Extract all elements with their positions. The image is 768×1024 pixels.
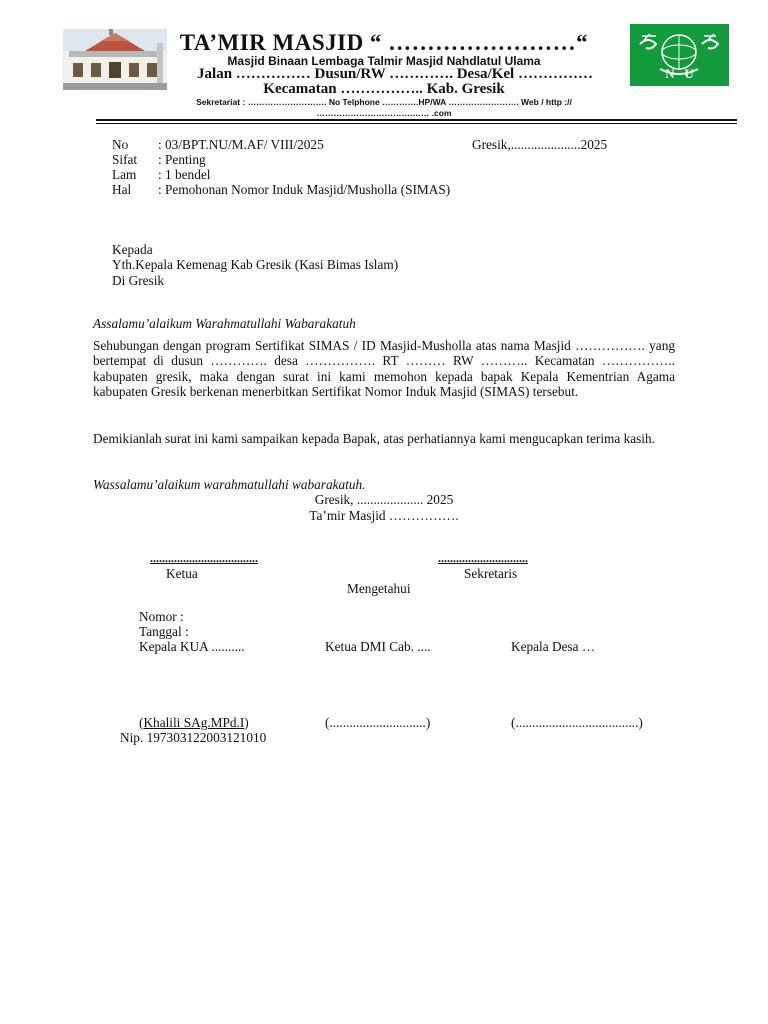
letterhead-email-line: …………………………….…… .com bbox=[316, 108, 452, 118]
recipient-name: Yth.Kepala Kemenag Kab Gresik (Kasi Bimas Islam) bbox=[112, 257, 399, 272]
meta-value: : Penting bbox=[158, 152, 206, 167]
nu-logo-letters: N U bbox=[665, 66, 694, 81]
body-paragraph-1: Sehubungan dengan program Sertifikat SIMAS / ID Masjid-Musholla atas nama Masjid ……………. yang bertempat di dusun …………. desa ……………. RT ……… RW ……….. Kecamatan …………….. kabupaten gresik, maka dengan surat ini kami memohon kepada bapak Kepala Kementrian Agama kabupaten Gresik berkenan menerbitkan Sertifikat Nomor Induk Masjid (SIMAS) tersebut. bbox=[93, 338, 675, 399]
sign-organization: Ta’mir Masjid ……………. bbox=[309, 508, 459, 523]
sign-place-date: Gresik, .................... 2025 bbox=[314, 492, 454, 507]
letterhead-address-line2: Kecamatan …………….. Kab. Gresik bbox=[263, 81, 505, 97]
kua-name: Khalili SAg.MPd.I bbox=[143, 715, 245, 730]
ketua-label: Ketua bbox=[166, 566, 198, 581]
kua-official-name bbox=[139, 715, 249, 730]
meta-label: No bbox=[112, 137, 129, 152]
meta-value: : 1 bendel bbox=[158, 167, 211, 182]
mengetahui-label: Mengetahui bbox=[347, 581, 411, 596]
ketua-signature-line: .................................... bbox=[150, 551, 258, 565]
sekretaris-signature-line: .............................. bbox=[438, 551, 528, 565]
kepala-kua-label: Kepala KUA .......... bbox=[139, 639, 245, 654]
letterhead-rule-thin bbox=[96, 123, 737, 124]
desa-official-name: (.....................................) bbox=[511, 715, 643, 730]
body-paragraph-2: Demikianlah surat ini kami sampaikan kepada Bapak, atas perhatiannya kami mengucapkan terima kasih. bbox=[93, 431, 655, 446]
approval-nomor: Nomor : bbox=[139, 609, 184, 624]
kua-nip: Nip. 197303122003121010 bbox=[120, 730, 267, 745]
meta-value: : Pemohonan Nomor Induk Masjid/Musholla (SIMAS) bbox=[158, 182, 451, 197]
meta-row-hal bbox=[112, 182, 450, 198]
meta-row-sifat bbox=[112, 152, 206, 168]
place-date-top: Gresik,.....................2025 bbox=[472, 137, 608, 152]
letterhead-contact-line: Sekretariat : ………………………. No Telphone ………….HP/WA ……………………. Web / http :// bbox=[196, 97, 572, 107]
meta-value: : 03/BPT.NU/M.AF/ VIII/2025 bbox=[158, 137, 324, 152]
sekretaris-label: Sekretaris bbox=[464, 566, 518, 581]
kepala-desa-label: Kepala Desa … bbox=[511, 639, 596, 654]
ketua-dmi-label: Ketua DMI Cab. .... bbox=[325, 639, 431, 654]
paren-close: ) bbox=[244, 715, 249, 730]
meta-row-no bbox=[112, 137, 324, 153]
meta-label: Lam bbox=[112, 167, 137, 182]
letterhead-address-line1: Jalan …………… Dusun/RW …………. Desa/Kel …………… bbox=[197, 66, 593, 82]
paren-open: ( bbox=[139, 715, 144, 730]
meta-label: Hal bbox=[112, 182, 132, 197]
letterhead-subtitle: Masjid Binaan Lembaga Talmir Masjid Nahdlatul Ulama bbox=[227, 54, 541, 68]
meta-row-lam bbox=[112, 167, 210, 183]
approval-tanggal: Tanggal : bbox=[139, 624, 189, 639]
recipient-kepada: Kepada bbox=[112, 242, 153, 257]
recipient-location: Di Gresik bbox=[112, 273, 165, 288]
meta-label: Sifat bbox=[112, 152, 138, 167]
letterhead-title: TA’MIR MASJID “ ……………………“ bbox=[179, 30, 589, 55]
letterhead-rule-thick bbox=[96, 119, 737, 121]
closing-salutation: Wassalamu’alaikum warahmatullahi wabarakatuh. bbox=[93, 477, 366, 492]
dmi-official-name: (.............................) bbox=[325, 715, 431, 730]
greeting: Assalamu’alaikum Warahmatullahi Wabarakatuh bbox=[93, 316, 356, 331]
